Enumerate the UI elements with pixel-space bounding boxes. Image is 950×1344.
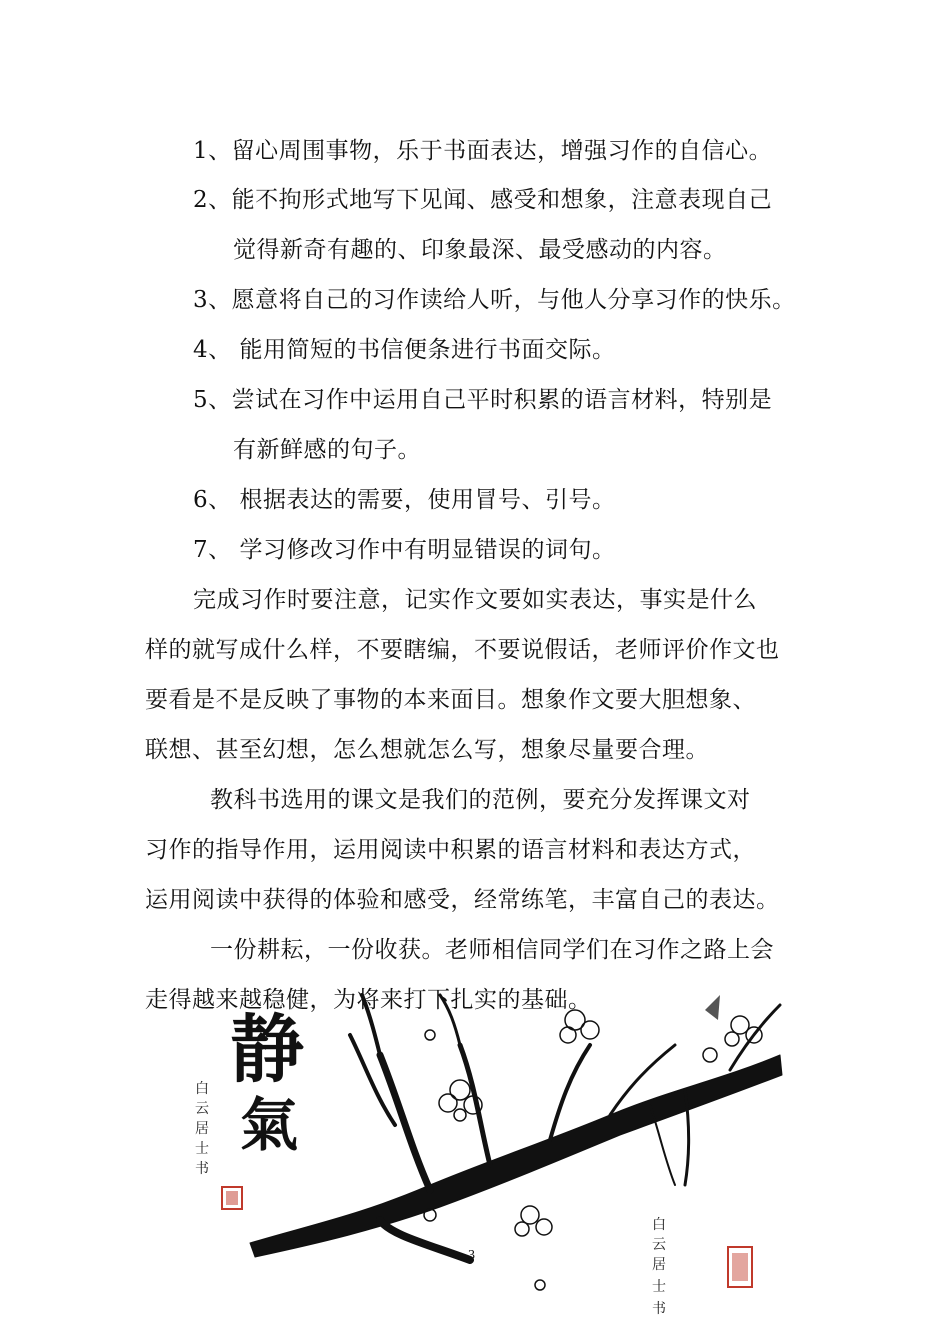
list-item-7: 7、 学习修改习作中有明显错误的词句。 <box>193 537 616 563</box>
list-item-2-cont: 觉得新奇有趣的、印象最深、最受感动的内容。 <box>233 237 727 263</box>
svg-text:士: 士 <box>652 1279 666 1295</box>
list-item-5-cont: 有新鲜感的句子。 <box>233 437 421 463</box>
svg-text:云: 云 <box>195 1101 209 1117</box>
page-number: 3 <box>468 1248 475 1263</box>
plum-branch <box>250 995 782 1260</box>
calligraphy-jing: 静 <box>230 1007 304 1093</box>
paragraph-1-line-1: 完成习作时要注意，记实作文要如实表达，事实是什么 <box>193 587 757 613</box>
svg-text:居: 居 <box>195 1121 209 1137</box>
signature-left <box>195 1081 209 1177</box>
paragraph-1-line-3: 要看是不是反映了事物的本来面目。想象作文要大胆想象、 <box>145 687 756 713</box>
svg-text:云: 云 <box>652 1237 666 1253</box>
svg-text:书: 书 <box>195 1161 209 1177</box>
paragraph-1-line-2: 样的就写成什么样，不要瞎编，不要说假话，老师评价作文也 <box>145 637 780 663</box>
calligraphy-qi: 氣 <box>240 1091 299 1159</box>
svg-text:白: 白 <box>652 1217 666 1233</box>
ink-leaf <box>705 995 720 1020</box>
svg-text:白: 白 <box>195 1081 209 1097</box>
svg-text:士: 士 <box>195 1141 209 1157</box>
paragraph-2-line-3: 运用阅读中获得的体验和感受，经常练笔，丰富自己的表达。 <box>145 887 780 913</box>
list-item-1: 1、留心周围事物，乐于书面表达，增强习作的自信心。 <box>193 138 773 164</box>
list-item-6: 6、 根据表达的需要，使用冒号、引号。 <box>193 487 616 513</box>
paragraph-2-line-1: 教科书选用的课文是我们的范例，要充分发挥课文对 <box>210 787 751 813</box>
paragraph-3-line-2: 走得越来越稳健，为将来打下扎实的基础。 <box>145 987 592 1013</box>
list-item-4: 4、 能用简短的书信便条进行书面交际。 <box>193 337 616 363</box>
paragraph-2-line-2: 习作的指导作用，运用阅读中积累的语言材料和表达方式， <box>145 837 756 863</box>
plum-blossom-artwork <box>130 975 790 1344</box>
svg-text:居: 居 <box>652 1257 666 1273</box>
list-item-2: 2、能不拘形式地写下见闻、感受和想象，注意表现自己 <box>193 187 773 213</box>
paragraph-3-line-1: 一份耕耘，一份收获。老师相信同学们在习作之路上会 <box>210 937 774 963</box>
list-item-5: 5、尝试在习作中运用自己平时积累的语言材料，特别是 <box>193 387 773 413</box>
list-item-3: 3、愿意将自己的习作读给人听，与他人分享习作的快乐。 <box>193 287 796 313</box>
paragraph-1-line-4: 联想、甚至幻想，怎么想就怎么写，想象尽量要合理。 <box>145 737 709 763</box>
svg-text:书: 书 <box>652 1301 666 1317</box>
signature-right <box>652 1217 666 1317</box>
